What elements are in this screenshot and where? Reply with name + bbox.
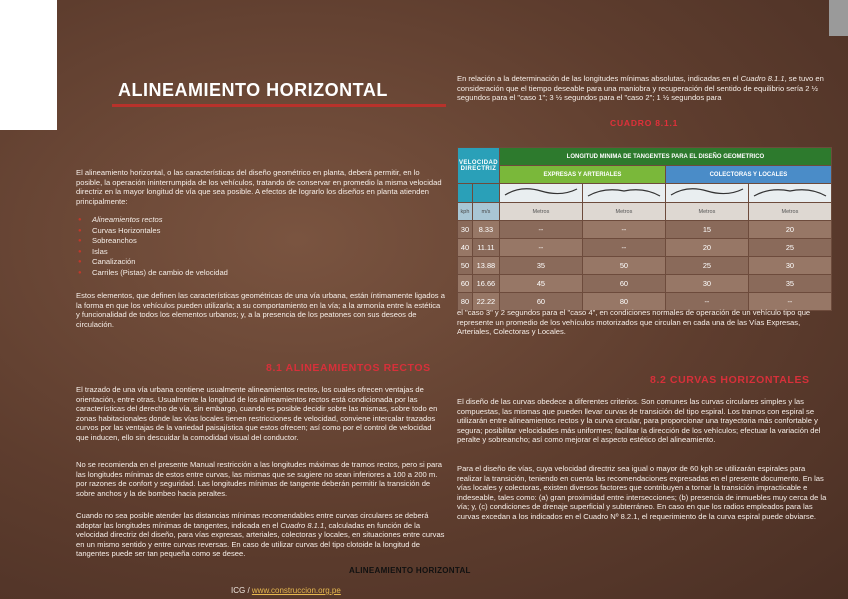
- rectos-paragraph-2: No se recomienda en el presente Manual restricción a las longitudes máximas de tramos rectos, pero si para las longitudes mínimas de estos entre curvas, las mismas que se sugiere no sean inferiores a 100 a 200 m. por razones de confort y seguridad. Las longitudes mínimas de tangente deberán permitir la transición de sobre anchos y la de bombeo hacia peraltes.: [76, 460, 442, 498]
- same-direction-curve-icon: [582, 184, 665, 203]
- gray-tab-block: [829, 0, 848, 36]
- cell-value: 35: [499, 257, 582, 275]
- unit-metros: Metros: [665, 203, 748, 221]
- header-expresas: EXPRESAS Y ARTERIALES: [499, 166, 665, 184]
- header-colectoras: COLECTORAS Y LOCALES: [665, 166, 831, 184]
- right-top-paragraph: En relación a la determinación de las longitudes mínimas absolutas, indicadas en el Cuadro 8.1.1, se tuvo en consideración que el tiempo deseable para una maniobra y recuperación del sentido de equilibrio sería 2 ½ segundos para el "caso 1"; 3 ½ segundos para el "caso 2"; 1 ½ segundos para: [457, 74, 824, 103]
- table-row: [458, 221, 832, 239]
- cell-value: 45: [499, 275, 582, 293]
- cell-value: --: [665, 293, 748, 311]
- cell-ms: 8.33: [472, 221, 499, 239]
- cell-ms: 11.11: [472, 239, 499, 257]
- unit-metros: Metros: [748, 203, 831, 221]
- unit-kph: kph: [458, 203, 473, 221]
- velocidad-blank: [472, 184, 499, 203]
- white-corner-block: [0, 0, 57, 130]
- after-table-paragraph: el "caso 3" y 2 segundos para el "caso 4", en condiciones normales de operación de un vehículo tipo que represente un promedio de los vehículos motorizados que circulan en cada una de las Vías Expresas, Arteriales, Colectoras y Locales.: [457, 308, 811, 337]
- cell-value: 30: [748, 257, 831, 275]
- cell-value: 15: [665, 221, 748, 239]
- section-heading-rectos: 8.1 ALINEAMIENTOS RECTOS: [266, 362, 431, 374]
- cell-value: 20: [748, 221, 831, 239]
- table-row: [458, 239, 832, 257]
- table-row: [458, 257, 832, 275]
- website-link[interactable]: www.construccion.org.pe: [251, 586, 341, 595]
- footer-credit: ICG / www.construccion.org.pe: [231, 586, 341, 595]
- list-item: ● Curvas Horizontales: [92, 226, 228, 237]
- unit-metros: Metros: [582, 203, 665, 221]
- cell-value: 60: [499, 293, 582, 311]
- page-title: ALINEAMIENTO HORIZONTAL: [118, 80, 388, 100]
- footer-title: ALINEAMIENTO HORIZONTAL: [349, 566, 471, 575]
- cell-kph: 40: [458, 239, 473, 257]
- list-item: ● Canalización: [92, 257, 228, 268]
- list-item: ● Carriles (Pistas) de cambio de velocidad: [92, 268, 228, 279]
- cell-value: 25: [665, 257, 748, 275]
- elements-paragraph: Estos elementos, que definen las características geométricas de una vía urbana, están íntimamente ligados a la forma en que los vehículos pueden utilizarla; a su comportamiento en la vía; a la armonía entre la estética y funcionalidad de todos los elementos urbanos; y, a la presencia de los peatones con sus deseos de circulación.: [76, 291, 445, 329]
- table-caption: CUADRO 8.1.1: [610, 118, 679, 128]
- header-velocidad: VELOCIDAD DIRECTRIZ: [458, 148, 500, 184]
- cell-value: --: [582, 221, 665, 239]
- cell-kph: 60: [458, 275, 473, 293]
- list-item: ● Islas: [92, 247, 228, 258]
- cell-value: 60: [582, 275, 665, 293]
- list-item: ● Sobreanchos: [92, 236, 228, 247]
- cell-value: --: [499, 221, 582, 239]
- velocidad-blank: [458, 184, 473, 203]
- title-underline: [112, 104, 446, 107]
- cell-ms: 13.88: [472, 257, 499, 275]
- cell-ms: 16.66: [472, 275, 499, 293]
- curvas-paragraph-2: Para el diseño de vías, cuya velocidad directriz sea igual o mayor de 60 kph se utilizarán espirales para realizar la transición, teniendo en cuenta las recomendaciones expresadas en el presente documento. En las vías locales y colectoras, existen diversos factores que contribuyen a tornar la transición impracticable e indeseable, tales como: (a) gran proximidad entre intersecciones; (b) presencia de inmuebles muy cerca de la vía; y, (c) condiciones de drenaje superficial y subterráneo. En caso en que los radios empleados para las curvas excedan a los indicados en el Cuadro Nº 8.2.1, el requerimiento de la curva espiral puede obviarse.: [457, 464, 827, 521]
- cell-value: 35: [748, 275, 831, 293]
- cell-kph: 50: [458, 257, 473, 275]
- cell-value: 30: [665, 275, 748, 293]
- reverse-curve-icon: [665, 184, 748, 203]
- cell-kph: 30: [458, 221, 473, 239]
- table-row: [458, 275, 832, 293]
- unit-metros: Metros: [499, 203, 582, 221]
- cell-value: 50: [582, 257, 665, 275]
- list-item: ● Alineamientos rectos: [92, 215, 228, 226]
- cell-kph: 80: [458, 293, 473, 311]
- cell-value: --: [582, 239, 665, 257]
- rectos-paragraph-1: El trazado de una vía urbana contiene usualmente alineamientos rectos, los cuales ofrecen ventajas de orientación, entre otras. Usualmente la longitud de los alineamientos rectos está condicionada por las características del derecho de vía, sin embargo, cuando es posible decidir sobre las mismas, sobre todo en zonas habitacionales donde las vías locales tienen restricciones de velocidad, conviene intercalar trazados curvos por las ventajas de la variedad paisajística que estos ofrecen; así como por el control de velocidad que inducen, ello sin descuidar la comodidad visual del conductor.: [76, 385, 438, 442]
- design-elements-list: [78, 215, 228, 278]
- cell-value: 25: [748, 239, 831, 257]
- unit-ms: m/s: [472, 203, 499, 221]
- cell-value: --: [748, 293, 831, 311]
- cell-value: 20: [665, 239, 748, 257]
- reverse-curve-icon: [499, 184, 582, 203]
- intro-paragraph: El alineamiento horizontal, o las características del diseño geométrico en planta, deberá permitir, en lo posible, la operación ininterrumpida de los vehículos, tratando de conservar en promedio la misma velocidad directriz en la mayor longitud de vía que sea posible. A efectos de lograrlo los diseños en planta atienden principalmente:: [76, 168, 442, 206]
- curvas-paragraph-1: El diseño de las curvas obedece a diferentes criterios. Son comunes las curvas circulares simples y las compuestas, las mismas que pueden llevar curvas de transición del tipo espiral. Los tramos con espiral se utilizarán entre alineamientos rectos y la curva circular, para proporcionar una trayectoria más confortable y segura; posibilitar velocidades más uniformes; facilitar la dirección de los vehículos; efectuar la variación del peralte y sobreancho; así como mejorar el aspecto estético del alineamiento.: [457, 397, 821, 445]
- tangent-length-table: [457, 147, 832, 311]
- same-direction-curve-icon: [748, 184, 831, 203]
- section-heading-curvas: 8.2 CURVAS HORIZONTALES: [650, 374, 810, 386]
- header-group: LONGITUD MINIMA DE TANGENTES PARA EL DISEÑO GEOMETRICO: [499, 148, 831, 166]
- cell-value: --: [499, 239, 582, 257]
- rectos-paragraph-3: Cuando no sea posible atender las distancias mínimas recomendables entre curvas circulares se deberá adoptar las longitudes mínimas de tangentes, indicada en el Cuadro 8.1.1, calculadas en función de la velocidad directriz del diseño, para vías expresas, arteriales, colectoras y locales, en situaciones entre curvas en un mismo sentido y entre curvas reversas. En caso de utilizar curvas del tipo clotoide la longitud de tangentes puede ser tan pequeña como se desee.: [76, 511, 445, 559]
- cell-ms: 22.22: [472, 293, 499, 311]
- cell-value: 80: [582, 293, 665, 311]
